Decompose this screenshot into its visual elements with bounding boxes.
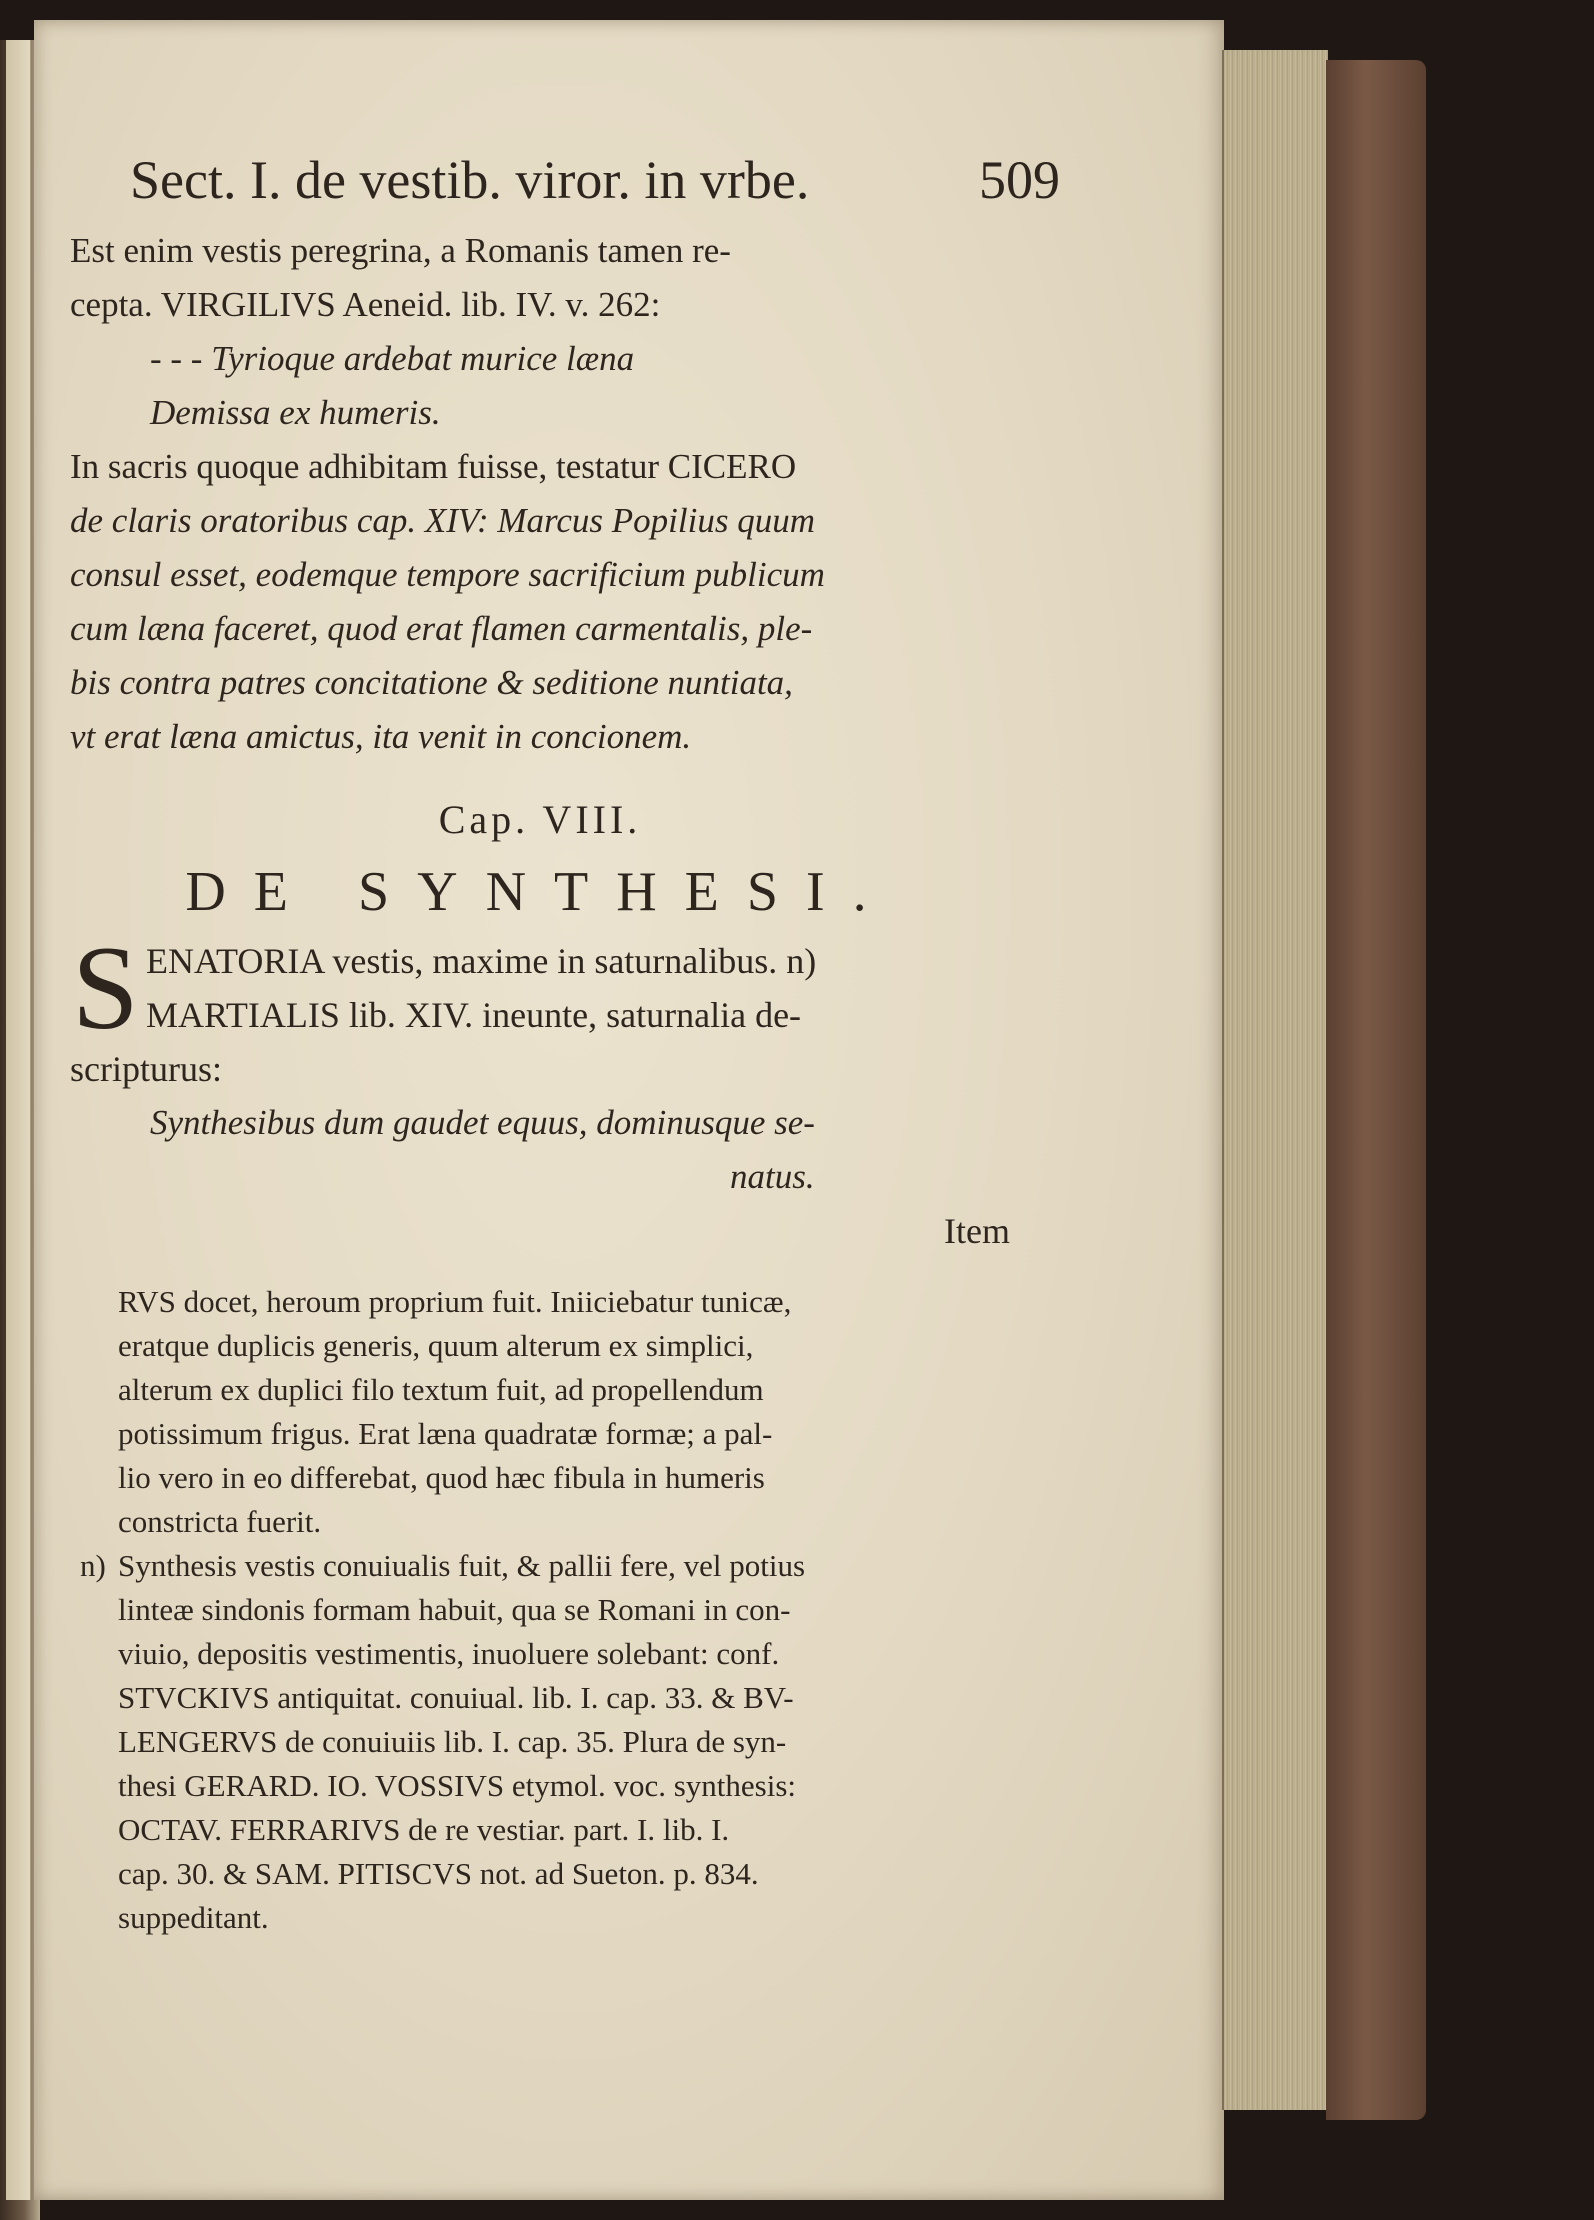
- main-text-block: [70, 140, 1060, 1258]
- running-head: [130, 140, 1060, 220]
- previous-page-edge: [6, 40, 31, 2200]
- footnote-line: constricta fuerit.: [118, 1504, 322, 1539]
- verse-line: Demissa ex humeris.: [150, 393, 441, 432]
- running-head-title: Sect. I. de vestib. viror. in vrbe.: [130, 150, 810, 210]
- footnote-marker: n): [80, 1548, 106, 1583]
- text-line: ENATORIA vestis, maxime in saturnalibus. n): [146, 941, 817, 981]
- footnote-line: linteæ sindonis formam habuit, qua se Romani in con-: [118, 1592, 791, 1627]
- footnote-line: RVS docet, heroum proprium fuit. Iniiciebatur tunicæ,: [118, 1284, 792, 1319]
- text-line: bis contra patres concitatione & seditione nuntiata,: [70, 663, 793, 702]
- opening-paragraph: [70, 224, 1010, 332]
- footnote-line: cap. 30. & SAM. PITISCVS not. ad Sueton. p. 834.: [118, 1856, 759, 1891]
- page-fore-edge: [1222, 50, 1328, 2110]
- verse-quotation-1: [70, 332, 1010, 440]
- catchword: Item: [944, 1211, 1010, 1251]
- paragraph-cicero: [70, 440, 1010, 764]
- footnote-line: eratque duplicis generis, quum alterum ex simplici,: [118, 1328, 754, 1363]
- footnote-continuation: [80, 1280, 1000, 1544]
- verse-line: - - - Tyrioque ardebat murice læna: [150, 339, 635, 378]
- text-line: cepta. VIRGILIVS Aeneid. lib. IV. v. 262:: [70, 285, 661, 324]
- footnote-line: lio vero in eo differebat, quod hæc fibula in humeris: [118, 1460, 765, 1495]
- text-line: vt erat læna amictus, ita venit in concionem.: [70, 717, 692, 756]
- verse-line: natus.: [730, 1157, 815, 1196]
- text-line: In sacris quoque adhibitam fuisse, testatur CICERO: [70, 447, 797, 486]
- footnote-line: Synthesis vestis conuiualis fuit, & pallii fere, vel potius: [118, 1548, 806, 1583]
- text-line: cum læna faceret, quod erat flamen carmentalis, ple-: [70, 609, 813, 648]
- footnote-n: [80, 1544, 1000, 1940]
- footnote-line: LENGERVS de conuiuiis lib. I. cap. 35. Plura de syn-: [118, 1724, 787, 1759]
- book-cover-board: [1326, 60, 1426, 2120]
- text-line: scripturus:: [70, 1049, 222, 1089]
- footnote-line: potissimum frigus. Erat læna quadratæ formæ; a pal-: [118, 1416, 773, 1451]
- text-line: de claris oratoribus cap. XIV: Marcus Popilius quum: [70, 501, 815, 540]
- footnote-line: alterum ex duplici filo textum fuit, ad propellendum: [118, 1372, 764, 1407]
- text-line: MARTIALIS lib. XIV. ineunte, saturnalia de-: [146, 995, 802, 1035]
- chapter-label: Cap. VIII.: [438, 797, 642, 842]
- verse-quotation-2: [70, 1096, 1010, 1204]
- page-number: 509: [979, 150, 1060, 210]
- footnote-line: STVCKIVS antiquitat. conuiual. lib. I. cap. 33. & BV-: [118, 1680, 794, 1715]
- drop-cap: S: [72, 921, 139, 1054]
- footnote-line: OCTAV. FERRARIVS de re vestiar. part. I. lib. I.: [118, 1812, 730, 1847]
- footnote-line: thesi GERARD. IO. VOSSIVS etymol. voc. synthesis:: [118, 1768, 797, 1803]
- footnote-line: viuio, depositis vestimentis, inuoluere solebant: conf.: [118, 1636, 780, 1671]
- text-line: consul esset, eodemque tempore sacrificium publicum: [70, 555, 825, 594]
- text-line: Est enim vestis peregrina, a Romanis tamen re-: [70, 231, 731, 270]
- chapter-opening: [70, 921, 1010, 1096]
- chapter-title: DE SYNTHESI.: [185, 861, 895, 923]
- verse-line: Synthesibus dum gaudet equus, dominusque se-: [150, 1103, 815, 1142]
- footnotes: [80, 1280, 1000, 1940]
- footnote-line: suppeditant.: [118, 1900, 269, 1935]
